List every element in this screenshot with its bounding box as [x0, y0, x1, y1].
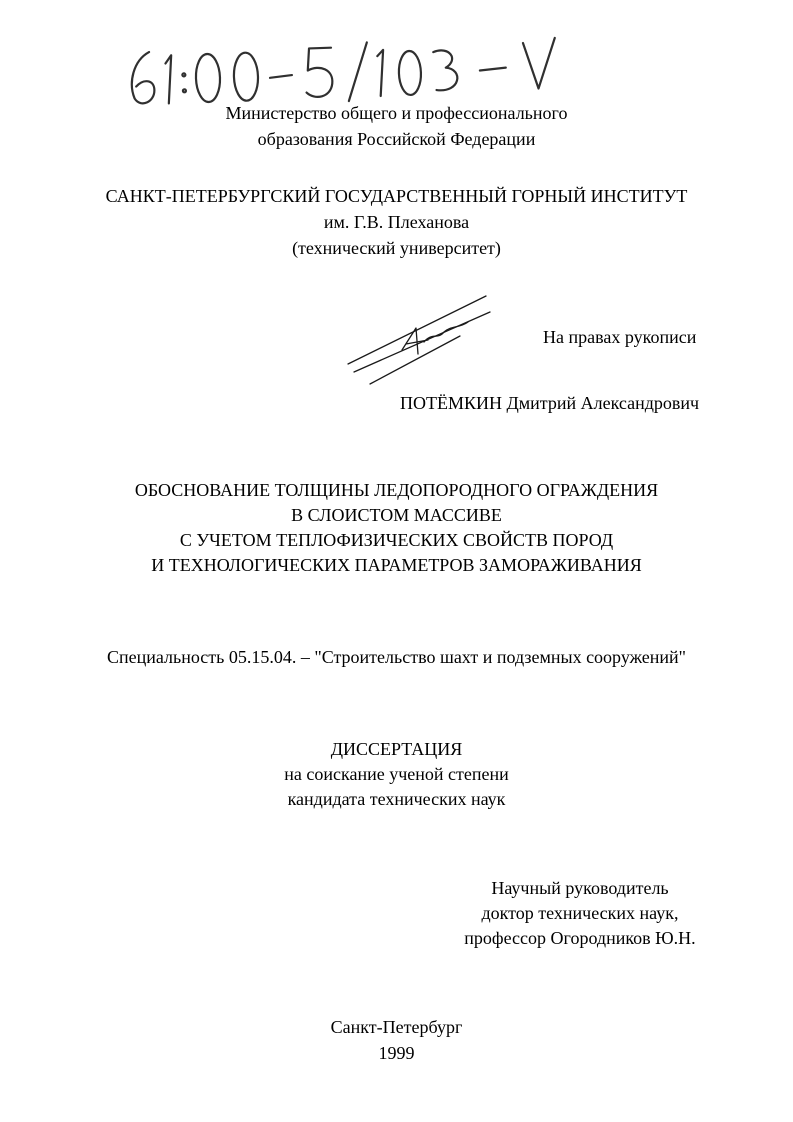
city: Санкт-Петербург: [330, 1017, 463, 1037]
institute-named-after: им. Г.В. Плеханова: [323, 212, 470, 232]
work-type-label: ДИССЕРТАЦИЯ: [330, 739, 463, 759]
ministry-line-2: образования Российской Федерации: [257, 129, 536, 149]
author-name: ПОТЁМКИН Дмитрий Александрович: [400, 393, 700, 413]
institute-type: (технический университет): [292, 238, 501, 258]
year: 1999: [378, 1043, 415, 1063]
title-line-4: И ТЕХНОЛОГИЧЕСКИХ ПАРАМЕТРОВ ЗАМОРАЖИВАНИЯ: [151, 555, 642, 575]
supervisor-line-2: доктор технических наук,: [481, 903, 679, 923]
title-line-3: С УЧЕТОМ ТЕПЛОФИЗИЧЕСКИХ СВОЙСТВ ПОРОД: [179, 530, 614, 550]
title-line-1: ОБОСНОВАНИЕ ТОЛЩИНЫ ЛЕДОПОРОДНОГО ОГРАЖДЕНИЯ: [134, 480, 659, 500]
work-type-line-2: кандидата технических наук: [287, 789, 506, 809]
manuscript-note: На правах рукописи: [543, 327, 697, 347]
work-type-line-1: на соискание ученой степени: [284, 764, 509, 784]
supervisor-line-3: профессор Огородников Ю.Н.: [464, 928, 696, 948]
signature: [340, 292, 500, 392]
institute-name: САНКТ-ПЕТЕРБУРГСКИЙ ГОСУДАРСТВЕННЫЙ ГОРНЫЙ ИНСТИТУТ: [105, 186, 688, 206]
ministry-line-1: Министерство общего и профессионального: [225, 103, 568, 123]
handwritten-number-drawing: [119, 25, 641, 113]
specialty: Специальность 05.15.04. – "Строительство шахт и подземных сооружений": [106, 647, 687, 667]
signature-drawing: [340, 292, 500, 392]
title-line-2: В СЛОИСТОМ МАССИВЕ: [291, 505, 502, 525]
supervisor-line-1: Научный руководитель: [491, 878, 669, 898]
